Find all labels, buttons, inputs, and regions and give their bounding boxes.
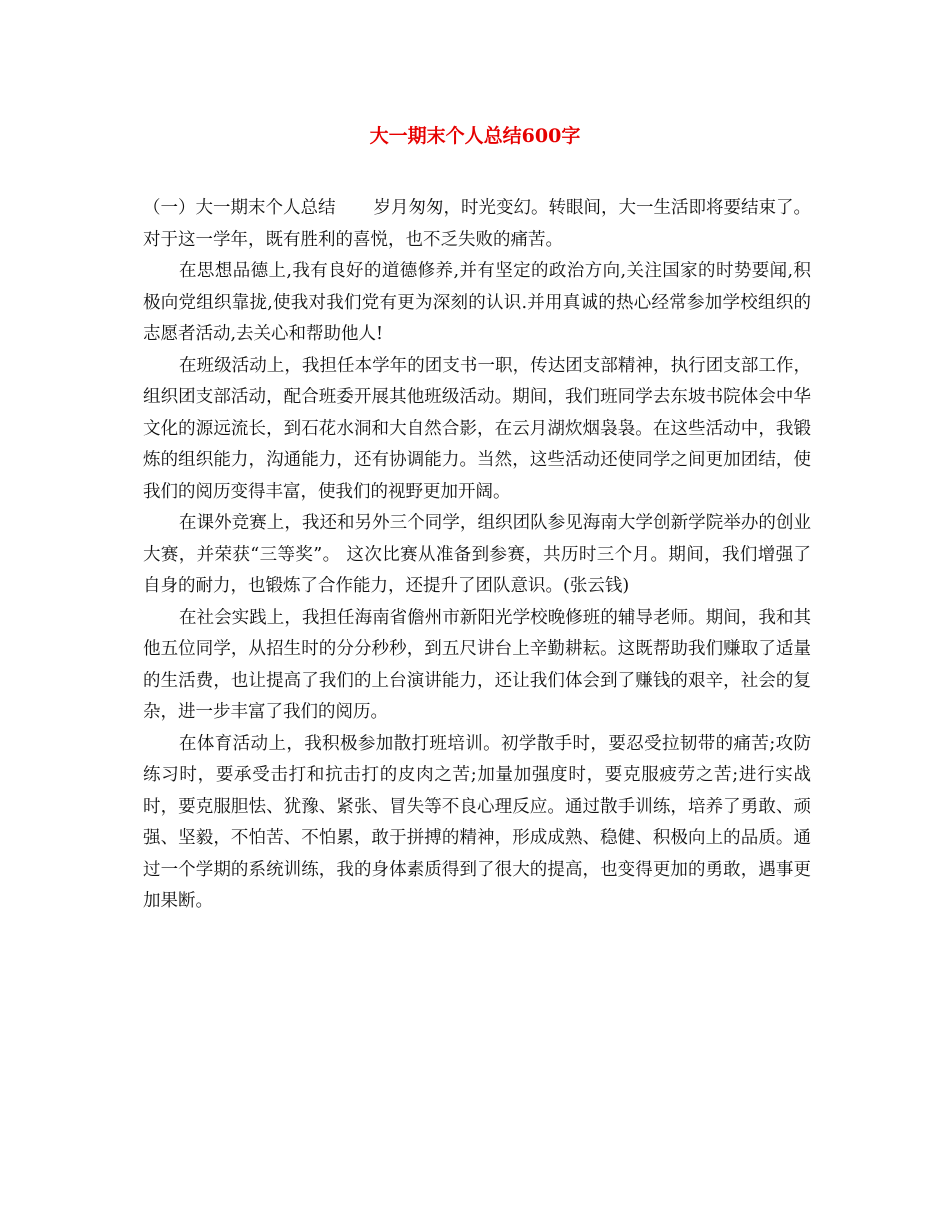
- paragraph-social-practice: 在社会实践上，我担任海南省儋州市新阳光学校晚修班的辅导老师。期间，我和其他五位同学，从招生时的分分秒秒，到五尺讲台上辛勤耕耘。这既帮助我们赚取了适量的生活费，也让提高了我们的上台演讲能力，还让我们体会到了赚钱的艰辛，社会的复杂，进一步丰富了我们的阅历。: [143, 607, 811, 722]
- document-title: 大一期末个人总结600字: [369, 125, 581, 147]
- intro-text: 岁月匆匆，时光变幻。转眼间，大一生活即将要结束了。对于这一学年，既有胜利的喜悦，也不乏失败的痛苦。: [143, 198, 811, 250]
- paragraph-sports: 在体育活动上，我积极参加散打班培训。初学散手时，要忍受拉韧带的痛苦;攻防练习时，要承受击打和抗击打的皮肉之苦;加量加强度时，要克服疲劳之苦;进行实战时，要克服胆怯、犹豫、紧张、冒失等不良心理反应。通过散手训练，培养了勇敢、顽强、坚毅，不怕苦、不怕累，敢于拼搏的精神，形成成熟、稳健、积极向上的品质。通过一个学期的系统训练，我的身体素质得到了很大的提高，也变得更加的勇敢，遇事更加果断。: [143, 733, 811, 911]
- paragraph-class-activities: 在班级活动上，我担任本学年的团支书一职，传达团支部精神，执行团支部工作，组织团支部活动，配合班委开展其他班级活动。期间，我们班同学去东坡书院体会中华文化的源远流长，到石花水洞和大自然合影，在云月湖炊烟袅袅。在这些活动中，我锻炼的组织能力，沟通能力，还有协调能力。当然，这些活动还使同学之间更加团结，使我们的阅历变得丰富，使我们的视野更加开阔。: [143, 355, 811, 502]
- paragraph-competition: 在课外竞赛上，我还和另外三个同学，组织团队参见海南大学创新学院举办的创业大赛，并荣获“三等奖”。 这次比赛从准备到参赛，共历时三个月。期间，我们增强了自身的耐力，也锻炼了合作能力，还提升了团队意识。(张云钱): [143, 513, 811, 596]
- paragraph-ideology: 在思想品德上,我有良好的道德修养,并有坚定的政治方向,关注国家的时势要闻,积极向党组织靠拢,使我对我们党有更为深刻的认识.并用真诚的热心经常参加学校组织的志愿者活动,去关心和帮助他人!: [143, 261, 811, 344]
- document-body: [143, 193, 811, 918]
- section-heading: （一）大一期末个人总结: [143, 198, 336, 218]
- intro-paragraph: [143, 193, 811, 256]
